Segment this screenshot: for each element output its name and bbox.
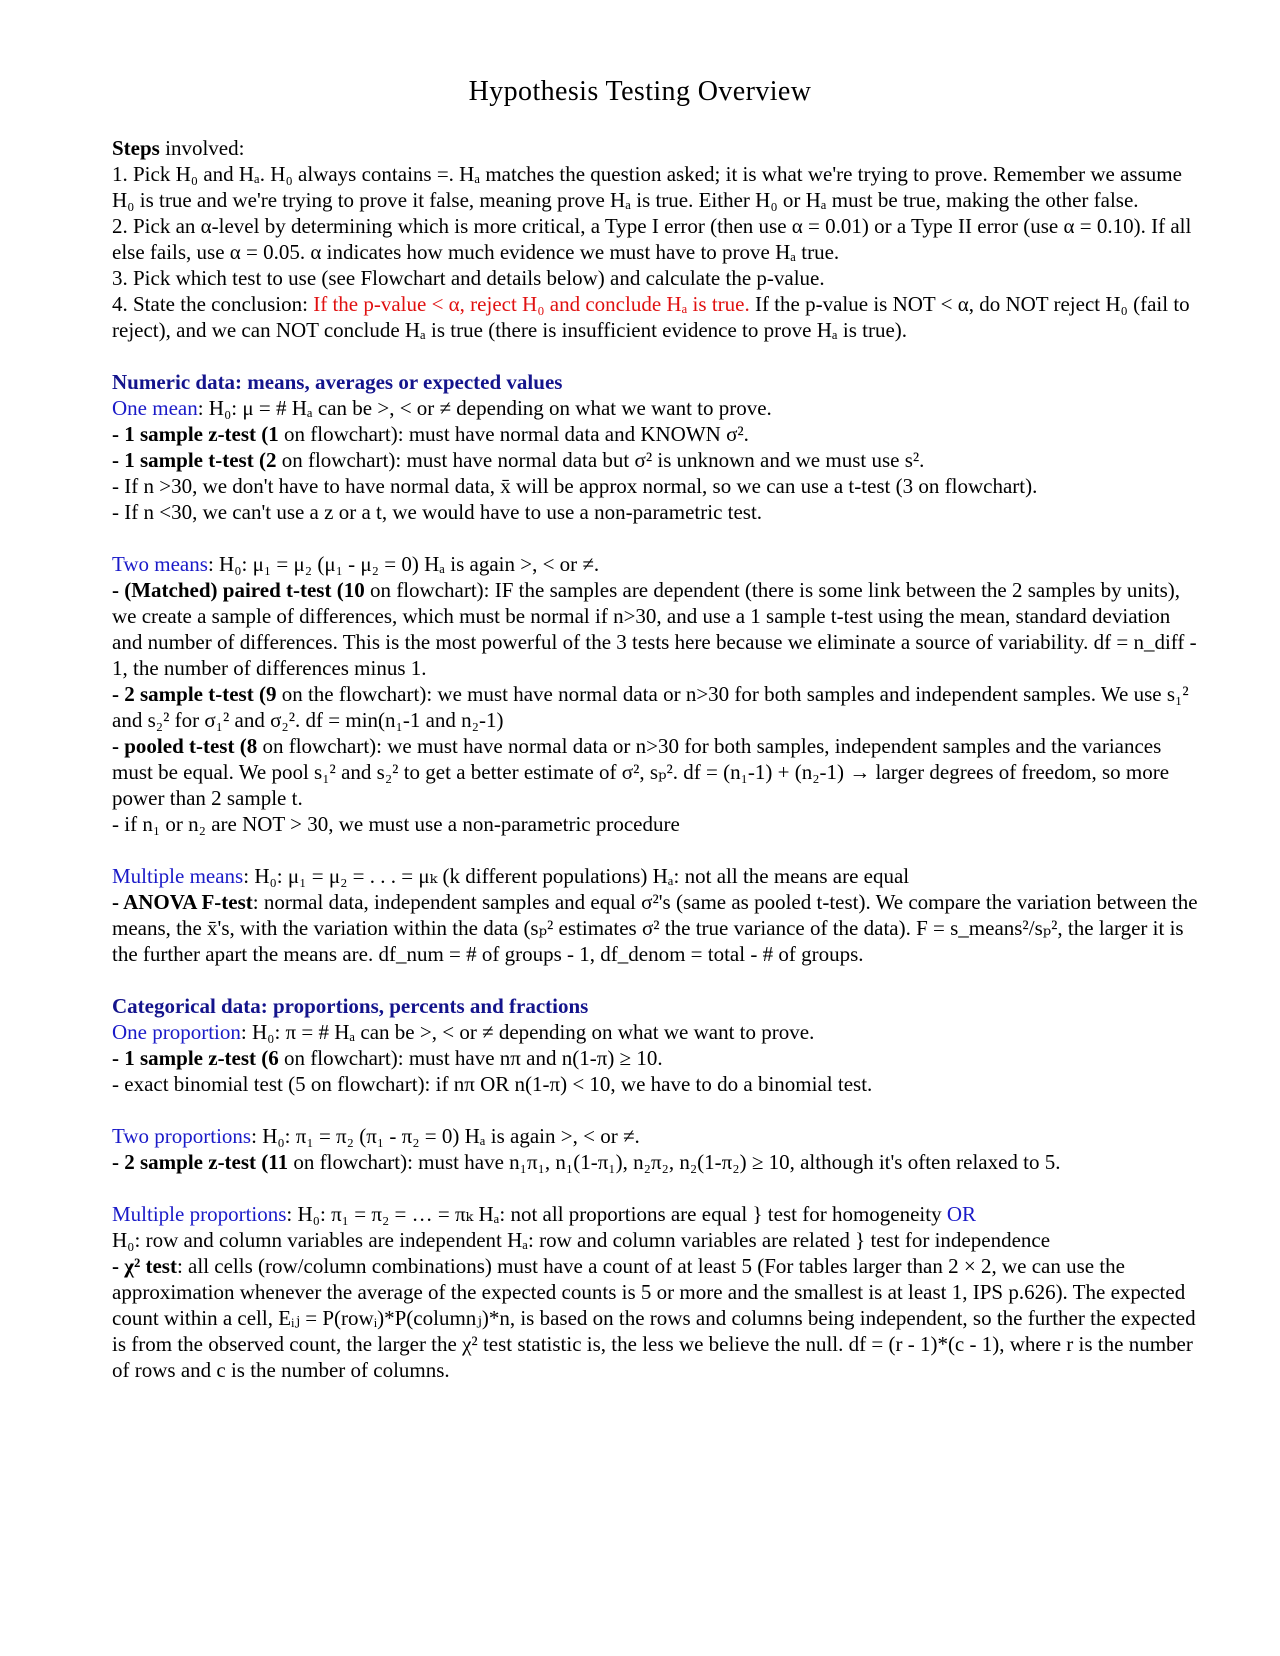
two-means-bullet-2-bold: - 2 sample t-test (9 <box>112 682 277 706</box>
document-body <box>112 135 1202 1383</box>
two-proportions-label: Two proportions <box>112 1124 252 1148</box>
spacer <box>112 967 1202 993</box>
two-proportions-hypotheses: : H₀: π₁ = π₂ (π₁ - π₂ = 0) Hₐ is again >, < or ≠. <box>251 1124 640 1148</box>
multiple-means-bullet-1-bold: - ANOVA F-test <box>112 890 253 914</box>
one-proportion-hypotheses: : H₀: π = # Hₐ can be >, < or ≠ depending on what we want to prove. <box>240 1020 815 1044</box>
page-title: Hypothesis Testing Overview <box>468 76 812 107</box>
one-mean-bullet-1 <box>112 421 1202 447</box>
one-mean-bullet-4: - If n <30, we can't use a z or a t, we would have to use a non-parametric test. <box>112 500 763 524</box>
spacer <box>112 837 1202 863</box>
step-1: 1. Pick H₀ and Hₐ. H₀ always contains =. Hₐ matches the question asked; it is what we're trying to prove. Remember we assume H₀ is true and we're trying to prove it false, meaning prove Hₐ is true. Either H₀ or Hₐ must be true, making the other false. <box>112 162 1182 212</box>
one-mean-bullet-1-text: on flowchart): must have normal data and KNOWN σ². <box>278 422 749 446</box>
one-mean-label: One mean <box>112 396 198 420</box>
one-mean-bullet-1-bold: - 1 sample z-test (1 <box>112 422 279 446</box>
chi-square-bullet <box>112 1253 1202 1383</box>
one-mean-hypotheses: : H₀: μ = # Hₐ can be >, < or ≠ depending on what we want to prove. <box>197 396 772 420</box>
one-proportion-bullet-1 <box>112 1045 1202 1071</box>
multiple-means-bullet-1 <box>112 889 1202 967</box>
multiple-means-label: Multiple means <box>112 864 244 888</box>
one-proportion-bullet-2: - exact binomial test (5 on flowchart): if nπ OR n(1-π) < 10, we have to do a binomial test. <box>112 1072 873 1096</box>
two-means-bullet-1 <box>112 577 1202 681</box>
two-means-bullet-4: - if n₁ or n₂ are NOT > 30, we must use a non-parametric procedure <box>112 812 680 836</box>
two-means-bullet-2 <box>112 681 1202 733</box>
multiple-proportions-line-2: H₀: row and column variables are independent Hₐ: row and column variables are related } test for independence <box>112 1228 1051 1252</box>
chi-square-bullet-bold: - χ² test <box>112 1254 177 1278</box>
multiple-means <box>112 863 1202 889</box>
steps-heading-rest: involved: <box>159 136 245 160</box>
two-proportions-bullet-1-text: on flowchart): must have n₁π₁, n₁(1-π₁), n₂π₂, n₂(1-π₂) ≥ 10, although it's often relaxed to 5. <box>288 1150 1061 1174</box>
chi-square-bullet-text: : all cells (row/column combinations) must have a count of at least 5 (For tables larger than 2 × 2, we can use the approximation whenever the average of the expected counts is 5 or more and the smallest is at least 1, IPS p.626). The expected count within a cell, Eᵢⱼ = P(rowᵢ)*P(columnⱼ)*n, is based on the rows and columns being independent, so the further the expected is from the observed count, the larger the χ² test statistic is, the less we believe the null. df = (r - 1)*(c - 1), where r is the number of rows and c is the number of columns. <box>112 1254 1196 1382</box>
two-means-bullet-3-bold: - pooled t-test (8 <box>112 734 258 758</box>
two-means-label: Two means <box>112 552 208 576</box>
two-proportions <box>112 1123 1202 1149</box>
two-proportions-bullet-1-bold: - 2 sample z-test (11 <box>112 1150 289 1174</box>
one-mean <box>112 395 1202 421</box>
spacer <box>112 525 1202 551</box>
spacer <box>112 343 1202 369</box>
one-proportion-bullet-1-bold: - 1 sample z-test (6 <box>112 1046 279 1070</box>
steps-heading <box>112 135 1202 161</box>
two-means-bullet-3-text: on flowchart): we must have normal data or n>30 for both samples, independent samples and the variances must be equal. We pool s₁² and s₂² to get a better estimate of σ², sₚ². df = (n₁-1) + (n₂-1) → larger degrees of freedom, so more power than 2 sample t. <box>112 734 1170 810</box>
multiple-proportions-or: OR <box>946 1202 977 1226</box>
step-2: 2. Pick an α-level by determining which is more critical, a Type I error (then use α = 0.01) or a Type II error (use α = 0.10). If all else fails, use α = 0.05. α indicates how much evidence we must have to prove Hₐ true. <box>112 214 1192 264</box>
two-means-bullet-1-text: on flowchart): IF the samples are dependent (there is some link between the 2 samples by units), we create a sample of differences, which must be normal if n>30, and use a 1 sample t-test using the mean, standard deviation and number of differences. This is the most powerful of the 3 tests here because we eliminate a source of variability. df = n_diff - 1, the number of differences minus 1. <box>112 578 1197 680</box>
two-means-bullet-2-text: on the flowchart): we must have normal data or n>30 for both samples and independent samples. We use s₁² and s₂² for σ₁² and σ₂². df = min(n₁-1 and n₂-1) <box>112 682 1189 732</box>
multiple-means-bullet-1-text: : normal data, independent samples and equal σ²'s (same as pooled t-test). We compare the variation between the means, the x̄'s, with the variation within the data (sₚ² estimates σ² the true variance of the data). F = s_means²/sₚ², the larger it is the further apart the means are. df_num = # of groups - 1, df_denom = total - # of groups. <box>112 890 1198 966</box>
step-3: 3. Pick which test to use (see Flowchart and details below) and calculate the p-value. <box>112 266 825 290</box>
multiple-proportions <box>112 1201 1202 1227</box>
categorical-heading: Categorical data: proportions, percents and fractions <box>112 994 589 1018</box>
two-means-bullet-3 <box>112 733 1202 811</box>
step-4-rest: If the p-value is NOT < α, do NOT reject H₀ (fail to reject), and we can NOT conclude Hₐ is true (there is insufficient evidence to prove Hₐ is true). <box>112 292 1190 342</box>
spacer <box>112 1175 1202 1201</box>
step-4 <box>112 291 1202 343</box>
one-proportion-bullet-1-text: on flowchart): must have nπ and n(1-π) ≥ 10. <box>278 1046 663 1070</box>
two-means-hypotheses: : H₀: μ₁ = μ₂ (μ₁ - μ₂ = 0) Hₐ is again >, < or ≠. <box>207 552 600 576</box>
one-proportion-label: One proportion <box>112 1020 241 1044</box>
one-mean-bullet-2 <box>112 447 1202 473</box>
step-4-conclusion-red: If the p-value < α, reject H₀ and conclude Hₐ is true. <box>313 292 750 316</box>
one-mean-bullet-2-text: on flowchart): must have normal data but σ² is unknown and we must use s². <box>276 448 925 472</box>
steps-heading-bold: Steps <box>112 136 160 160</box>
numeric-heading: Numeric data: means, averages or expected values <box>112 370 563 394</box>
multiple-proportions-hypotheses: : H₀: π₁ = π₂ = … = πₖ Hₐ: not all proportions are equal } test for homogeneity <box>286 1202 947 1226</box>
multiple-proportions-label: Multiple proportions <box>112 1202 287 1226</box>
spacer <box>112 1097 1202 1123</box>
one-proportion <box>112 1019 1202 1045</box>
one-mean-bullet-2-bold: - 1 sample t-test (2 <box>112 448 277 472</box>
two-means <box>112 551 1202 577</box>
step-4-intro: 4. State the conclusion: <box>112 292 314 316</box>
multiple-means-hypotheses: : H₀: μ₁ = μ₂ = . . . = μₖ (k different populations) Hₐ: not all the means are equal <box>243 864 910 888</box>
two-proportions-bullet-1 <box>112 1149 1202 1175</box>
one-mean-bullet-3: - If n >30, we don't have to have normal data, x̄ will be approx normal, so we can use a t-test (3 on flowchart). <box>112 474 1038 498</box>
two-means-bullet-1-bold: - (Matched) paired t-test (10 <box>112 578 365 602</box>
